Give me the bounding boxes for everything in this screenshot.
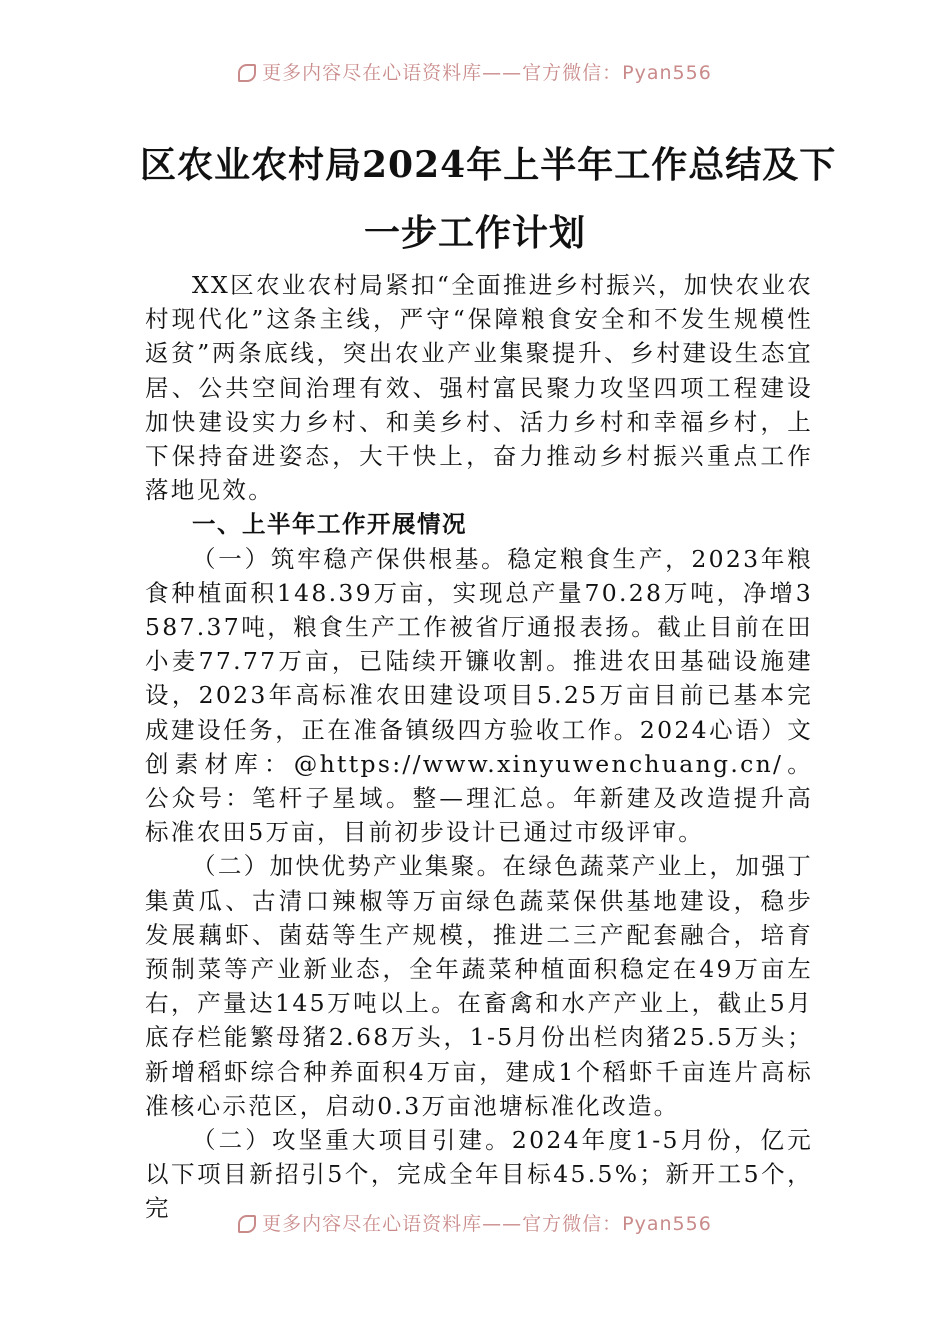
section-heading: 一、上半年工作开展情况 [192, 510, 467, 539]
watermark-text: 更多内容尽在心语资料库——官方微信：Pyan556 [262, 1213, 712, 1235]
watermark-logo-icon [238, 1215, 256, 1233]
body-paragraph: （二）攻坚重大项目引建。2024年度1-5月份，亿元以下项目新招引5个，完成全年目标45.5%；新开工5个，完 [145, 1126, 813, 1223]
watermark-footer [0, 1209, 950, 1235]
watermark-header [0, 58, 950, 84]
intro-paragraph: XX区农业农村局紧扣“全面推进乡村振兴，加快农业农村现代化”这条主线，严守“保障粮食安全和不发生规模性返贫”两条底线，突出农业产业集聚提升、乡村建设生态宜居、公共空间治理有效、强村富民聚力攻坚四项工程建设加快建设实力乡村、和美乡村、活力乡村和幸福乡村，上下保持奋进姿态，大干快上，奋力推动乡村振兴重点工作落地见效。 [145, 271, 813, 505]
watermark-text: 更多内容尽在心语资料库——官方微信：Pyan556 [262, 62, 712, 84]
body-paragraph: （二）加快优势产业集聚。在绿色蔬菜产业上，加强丁集黄瓜、古清口辣椒等万亩绿色蔬菜保供基地建设，稳步发展藕虾、菌菇等生产规模，推进二三产配套融合，培育预制菜等产业新业态，全年蔬菜种植面积稳定在49万亩左右，产量达145万吨以上。在畜禽和水产产业上，截止5月底存栏能繁母猪2.68万头，1-5月份出栏肉猪25.5万头；新增稻虾综合种养面积4万亩，建成1个稻虾千亩连片高标准核心示范区，启动0.3万亩池塘标准化改造。 [145, 852, 813, 1120]
body-paragraph: （一）筑牢稳产保供根基。稳定粮食生产，2023年粮食种植面积148.39万亩，实现总产量70.28万吨，净增3587.37吨，粮食生产工作被省厅通报表扬。截止目前在田小麦77.77万亩，已陆续开镰收割。推进农田基础设施建设，2023年高标准农田建设项目5.25万亩目前已基本完成建设任务，正在准备镇级四方验收工作。2024心语）文创素材库：@https://www.xinyuwenchuang.cn/。公众号：笔杆子星域。整—理汇总。年新建及改造提升高标准农田5万亩，目前初步设计已通过市级评审。 [145, 544, 813, 847]
document-title-line-2: 一步工作计划 [363, 212, 586, 254]
watermark-logo-icon [238, 64, 256, 82]
document-title-line-1: 区农业农村局2024年上半年工作总结及下 [140, 144, 837, 186]
document-body [145, 268, 813, 1226]
